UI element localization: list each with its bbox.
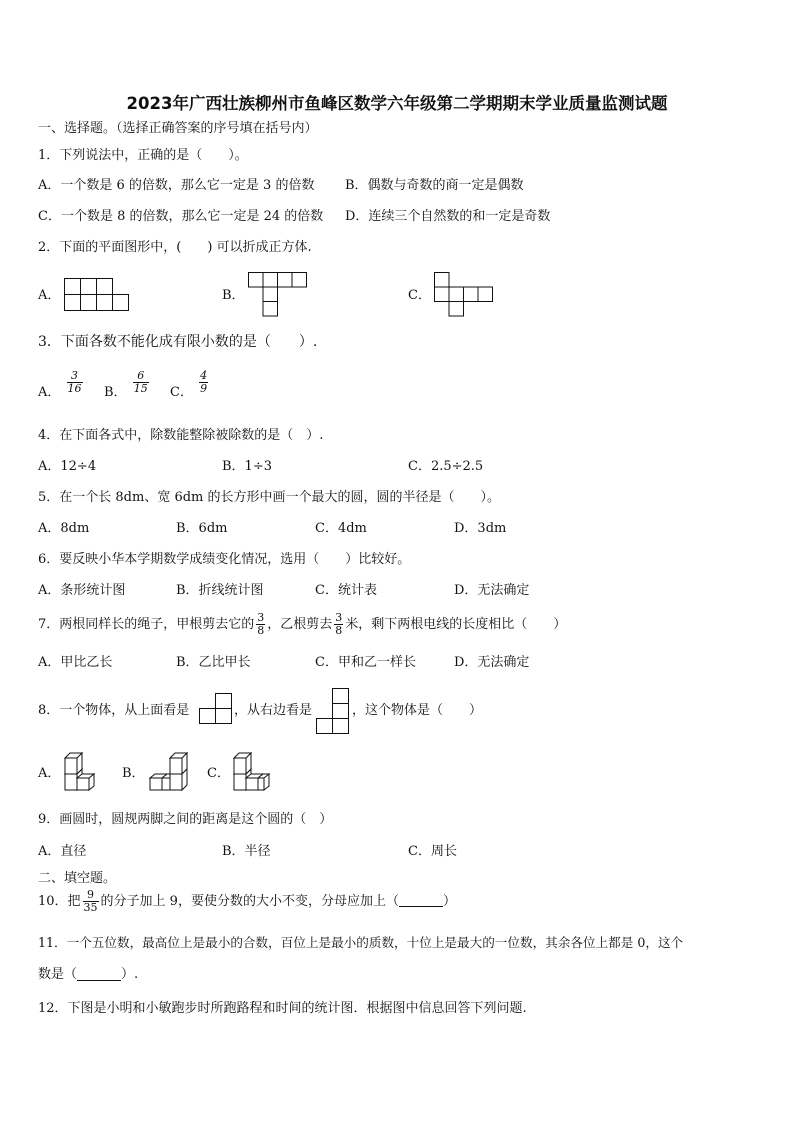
question-6-option-b: B．折线统计图 <box>176 583 264 598</box>
question-8-figure-a <box>59 752 99 794</box>
question-10-stem-part2: 的分子加上 9，要使分数的大小不变，分母应加上（ <box>100 893 399 909</box>
question-8-option-b: B． <box>122 766 145 781</box>
question-10-fraction: $\frac{9}{35}$ <box>83 888 98 914</box>
question-9-stem: 9．画圆时，圆规两脚之间的距离是这个圆的（ ） <box>38 812 333 827</box>
question-6-stem: 6．要反映小华本学期数学成绩变化情况，选用（ ）比较好。 <box>38 552 411 567</box>
question-7-option-b: B．乙比甲长 <box>176 655 251 670</box>
question-9-option-a: A．直径 <box>38 844 87 859</box>
question-3-option-b: B． <box>104 384 127 400</box>
question-7-option-c: C．甲和乙一样长 <box>315 655 416 670</box>
question-6-option-a: A．条形统计图 <box>38 583 126 598</box>
question-3-fraction-c: $\frac{4}{9}$ <box>200 369 208 395</box>
question-5-stem: 5．在一个长 8dm、宽 6dm 的长方形中画一个最大的圆，圆的半径是（ ）。 <box>38 490 501 505</box>
question-5-option-d: D．3dm <box>454 521 507 536</box>
question-2-option-b: B． <box>222 288 245 303</box>
question-8-figure-b <box>146 752 190 794</box>
question-7-fraction-2: $\frac{3}{8}$ <box>335 611 343 637</box>
question-1-option-b: B．偶数与奇数的商一定是偶数 <box>345 178 524 193</box>
question-10-stem-part1: 10．把 <box>38 893 81 909</box>
question-7-option-a: A．甲比乙长 <box>38 655 113 670</box>
question-10-answer-blank[interactable] <box>399 896 443 907</box>
question-8-stem-part3: ，这个物体是（ ） <box>352 703 483 718</box>
question-5-option-c: C．4dm <box>315 521 367 536</box>
question-8-stem-part2: ，从右边看是 <box>234 703 313 718</box>
question-12-stem: 12．下图是小明和小敏跑步时所跑路程和时间的统计图．根据图中信息回答下列问题. <box>38 1001 527 1016</box>
question-5-option-b: B．6dm <box>176 521 228 536</box>
question-1-stem: 1．下列说法中，正确的是（ ）。 <box>38 148 248 163</box>
question-6-option-c: C．统计表 <box>315 583 377 598</box>
question-4-option-a: A．12÷4 <box>38 459 97 474</box>
question-8-figure-c <box>228 752 272 794</box>
question-11-line2-part2: ）. <box>121 967 139 982</box>
question-8-right-view <box>316 688 350 736</box>
question-4-option-c: C．2.5÷2.5 <box>408 459 484 474</box>
question-7-stem-part1: 7．两根同样长的绳子，甲根剪去它的 <box>38 616 255 632</box>
question-2-option-a: A． <box>38 288 61 303</box>
question-7-option-d: D．无法确定 <box>454 655 530 670</box>
question-2-option-c: C． <box>408 288 431 303</box>
question-9-option-c: C．周长 <box>408 844 457 859</box>
question-3-fraction-b: $\frac{6}{15}$ <box>133 369 148 395</box>
question-2-stem: 2．下面的平面图形中，( ) 可以折成正方体. <box>38 240 312 255</box>
question-9-option-b: B．半径 <box>222 844 271 859</box>
question-11-answer-blank[interactable] <box>77 970 121 981</box>
section-fill-heading: 二、填空题。 <box>38 871 117 886</box>
question-11-line1: 11．一个五位数，最高位上是最小的合数，百位上是最小的质数，十位上是最大的一位数，其余各位上都是 0，这个 <box>38 935 684 950</box>
question-11-line2-part1: 数是（ <box>38 967 78 982</box>
question-2-net-a <box>64 278 130 312</box>
question-8-top-view <box>199 693 233 725</box>
question-3-fraction-a: $\frac{3}{16}$ <box>67 369 82 395</box>
question-8-stem-part1: 8．一个物体，从上面看是 <box>38 703 190 718</box>
question-3-stem: 3．下面各数不能化成有限小数的是（ ）. <box>38 334 318 350</box>
question-3-option-a: A． <box>38 384 61 400</box>
question-1-option-d: D．连续三个自然数的和一定是奇数 <box>345 209 551 224</box>
question-4-option-b: B．1÷3 <box>222 459 272 474</box>
question-7-stem-part3: 米，剩下两根电线的长度相比（ ） <box>345 616 567 632</box>
question-2-net-c <box>434 272 494 320</box>
question-7-stem-part2: ，乙根剪去 <box>267 616 333 632</box>
question-8-option-a: A． <box>38 766 61 781</box>
question-2-net-b <box>248 272 308 318</box>
question-3-option-c: C． <box>170 384 193 400</box>
question-7-fraction-1: $\frac{3}{8}$ <box>257 611 265 637</box>
question-5-option-a: A．8dm <box>38 521 90 536</box>
section-choice-heading: 一、选择题。（选择正确答案的序号填在括号内） <box>38 121 318 136</box>
question-10-stem-part3: ） <box>442 893 456 909</box>
question-8-option-c: C． <box>207 766 230 781</box>
question-1-option-a: A．一个数是 6 的倍数，那么它一定是 3 的倍数 <box>38 178 315 193</box>
question-4-stem: 4．在下面各式中，除数能整除被除数的是（ ）. <box>38 428 324 443</box>
question-6-option-d: D．无法确定 <box>454 583 530 598</box>
question-1-option-c: C．一个数是 8 的倍数，那么它一定是 24 的倍数 <box>38 209 324 224</box>
page-title: 2023年广西壮族柳州市鱼峰区数学六年级第二学期期末学业质量监测试题 <box>126 94 668 113</box>
